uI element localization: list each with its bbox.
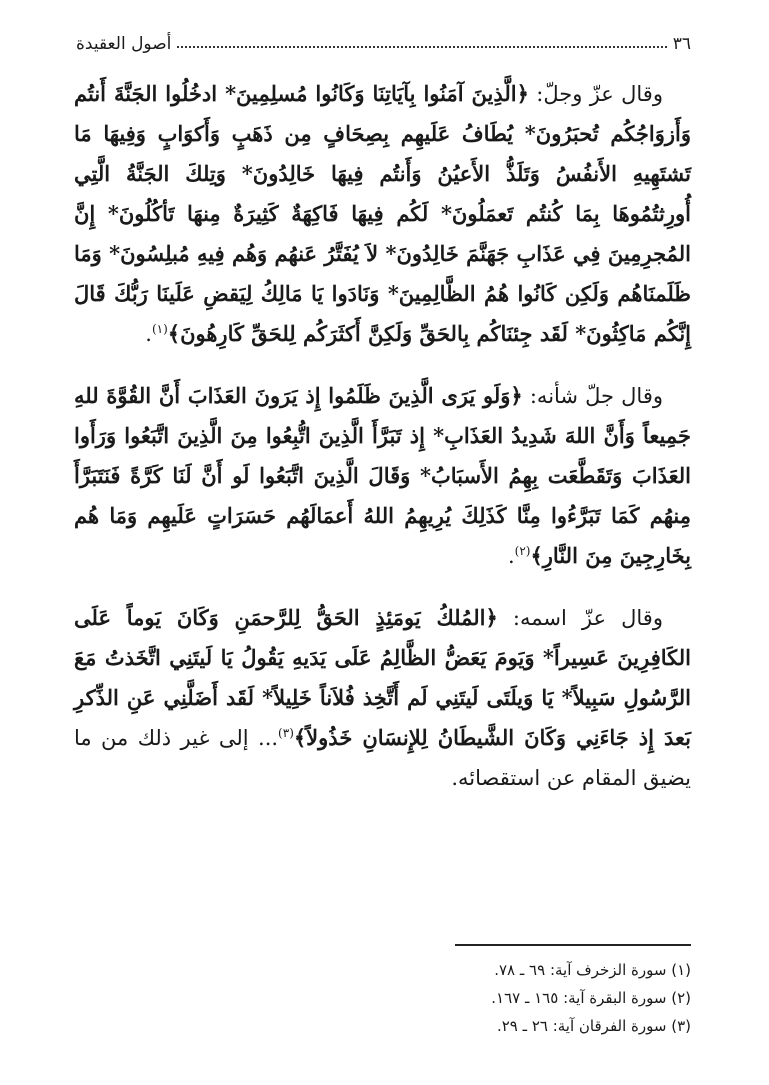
footnote-ref[interactable]: (٢) xyxy=(514,544,531,558)
paragraph-outro: . xyxy=(507,544,515,568)
page-number: ٣٦ xyxy=(672,34,691,54)
book-title: أصول العقيدة xyxy=(76,34,172,54)
paragraph-outro: ... إلى غير ذلك من ما يضيق المقام عن استقصائه. xyxy=(74,726,691,790)
footnote-separator xyxy=(455,944,691,946)
quran-quote: ﴿وَلَو يَرَى الَّذِينَ ظَلَمُوا إِذ يَرَونَ العَذَابَ أَنَّ القُوَّةَ للهِ جَمِيعاً وَأَنَّ اللهَ شَدِيدُ العَذَابِ* إِذ تَبَرَّأَ الَّذِينَ اتُّبِعُوا مِنَ الَّذِينَ اتَّبَعُوا وَرَأَوا العَذَابَ وَتَقَطَّعَت بِهِمُ الأَسبَابُ* وَقَالَ الَّذِينَ اتَّبَعُوا لَو أَنَّ لَنَا كَرَّةً فَنَتَبَرَّأَ مِنهُم كَمَا تَبَرَّءُوا مِنَّا كَذَلِكَ يُرِيهِمُ اللهُ أَعمَالَهُم حَسَرَاتٍ عَلَيهِم وَمَا هُم بِخَارِجِينَ مِنَ النَّارِ﴾ xyxy=(74,383,691,568)
paragraph-intro: وقال عزّ وجلّ: xyxy=(528,82,663,106)
paragraph-intro: وقال جلّ شأنه: xyxy=(522,384,664,408)
footnote-3: (٣) سورة الفرقان آية: ٢٦ ـ ٢٩. xyxy=(496,1017,691,1035)
quran-quote: ﴿الَّذِينَ آمَنُوا بِآيَاتِنَا وَكَانُوا مُسلِمِينَ* ادخُلُوا الجَنَّةَ أَنتُم وَأَزوَاجُكُم تُحبَرُونَ* يُطَافُ عَلَيهِم بِصِحَافٍ مِن ذَهَبٍ وَأَكوَابٍ وَفِيهَا مَا تَشتَهِيهِ الأَنفُسُ وَتَلَذُّ الأَعيُنُ وَأَنتُم فِيهَا خَالِدُونَ* وَتِلكَ الجَنَّةُ الَّتِي أُورِثتُمُوهَا بِمَا كُنتُم تَعمَلُونَ* لَكُم فِيهَا فَاكِهَةٌ كَثِيرَةٌ مِنهَا تَأكُلُونَ* إِنَّ المُجرِمِينَ فِي عَذَابِ جَهَنَّمَ خَالِدُونَ* لاَ يُفَتَّرُ عَنهُم وَهُم فِيهِ مُبلِسُونَ* وَمَا ظَلَمنَاهُم وَلَكِن كَانُوا هُمُ الظَّالِمِينَ* وَنَادَوا يَا مَالِكُ لِيَقضِ عَلَينَا رَبُّكَ قَالَ إِنَّكُم مَاكِثُونَ* لَقَد جِئنَاكُم بِالحَقِّ وَلَكِنَّ أَكثَرَكُم لِلحَقِّ كَارِهُونَ﴾ xyxy=(74,81,691,346)
header-dot-leader xyxy=(177,46,666,48)
paragraph-3 xyxy=(74,598,691,798)
footnote-ref[interactable]: (٣) xyxy=(278,726,294,740)
footnote-1: (١) سورة الزخرف آية: ٦٩ ـ ٧٨. xyxy=(494,961,691,979)
paragraph-intro: وقال عزّ اسمه: xyxy=(497,606,663,630)
footnote-2: (٢) سورة البقرة آية: ١٦٥ ـ ١٦٧. xyxy=(491,989,691,1007)
footnote-ref[interactable]: (١) xyxy=(151,322,168,336)
footnotes xyxy=(300,956,691,1040)
page-body xyxy=(74,74,691,820)
running-header xyxy=(76,24,691,54)
paragraph-2 xyxy=(74,376,691,576)
paragraph-1 xyxy=(74,74,691,354)
quran-quote: ﴿المُلكُ يَومَئِذٍ الحَقُّ لِلرَّحمَنِ وَكَانَ يَوماً عَلَى الكَافِرِينَ عَسِيراً* وَيَومَ يَعَضُّ الظَّالِمُ عَلَى يَدَيهِ يَقُولُ يَا لَيتَنِي اتَّخَذتُ مَعَ الرَّسُولِ سَبِيلاً* يَا وَيلَتَى لَيتَنِي لَم أَتَّخِذ فُلاَناً خَلِيلاً* لَقَد أَضَلَّنِي عَنِ الذِّكرِ بَعدَ إِذ جَاءَنِي وَكَانَ الشَّيطَانُ لِلإِنسَانِ خَذُولاً﴾ xyxy=(74,605,691,750)
paragraph-outro: . xyxy=(145,322,152,346)
